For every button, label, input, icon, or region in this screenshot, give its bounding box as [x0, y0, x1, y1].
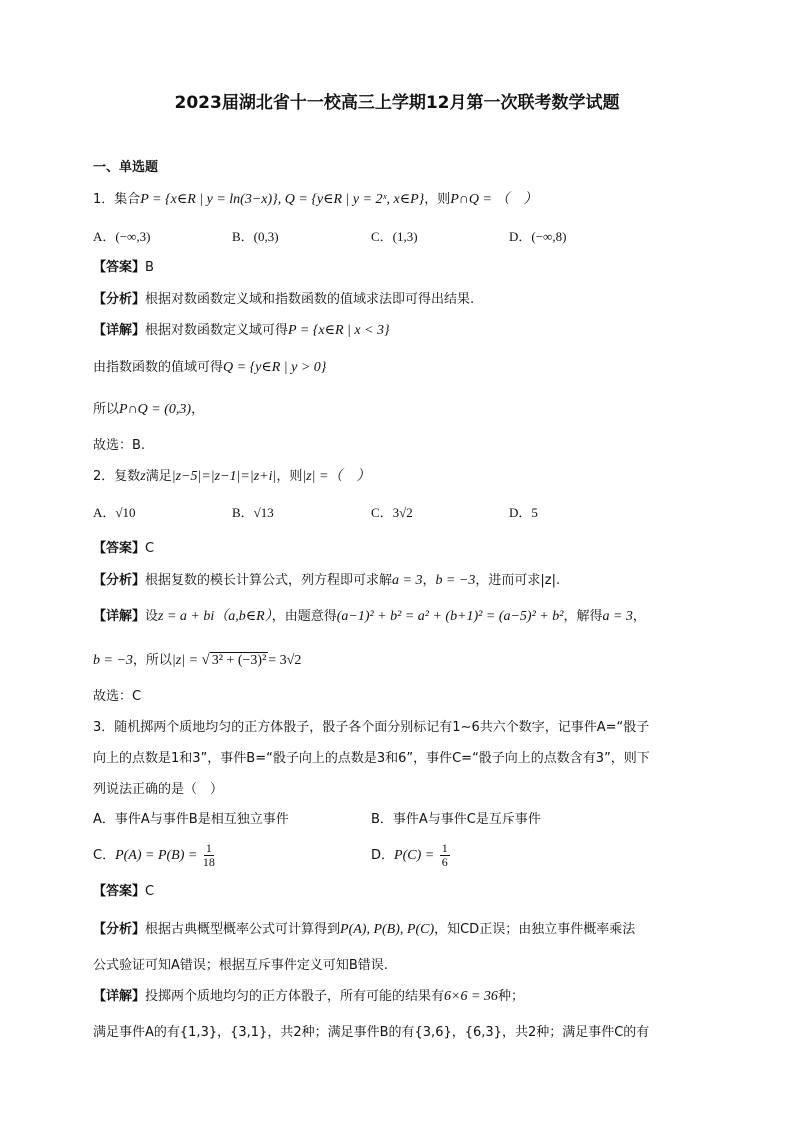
- q2-stem-z: z: [140, 469, 146, 484]
- q3-stem-line2: 向上的点数是1和3”，事件B=“骰子向上的点数是3和6”，事件C=“骰子向上的点数含有3”，则下: [93, 751, 650, 766]
- q2-stem-end: |z| =（ ）: [302, 469, 371, 484]
- q1-answer: [93, 258, 154, 278]
- detail-label: 【详解】: [93, 609, 146, 624]
- sqrt-icon: √: [201, 652, 210, 668]
- q1-option-c: C．(1,3): [371, 229, 418, 244]
- choose-label: 故选：: [93, 438, 133, 453]
- q3-optd-den: 6: [441, 855, 448, 869]
- q1-choose-value: B.: [132, 438, 146, 453]
- q1-detail-2: [93, 358, 326, 378]
- q2-detail-sqrt: 3² + (−3)²: [211, 653, 267, 668]
- q3-stem-line3: 列说法正确的是（ ）: [93, 782, 224, 797]
- q2-detail-math3: a = 3: [602, 609, 633, 624]
- q1-detail3-text: 所以: [93, 402, 120, 417]
- q1-detail3-math: P∩Q = (0,3): [119, 402, 192, 417]
- q2-choose: [93, 687, 141, 707]
- q2-detail-text3: ，解得: [563, 609, 603, 624]
- q3-analysis-1: [93, 920, 635, 940]
- q1-detail1-text: 根据对数函数定义域可得: [145, 323, 289, 338]
- q2-detail-math2: (a−1)² + b² = a² + (b+1)² = (a−5)² + b²: [336, 609, 564, 624]
- q1-detail3-end: ，: [191, 402, 205, 417]
- q2-detail-eq: = 3√2: [268, 653, 302, 668]
- q3-optc-math: P(A) = P(B) =: [115, 848, 201, 863]
- q1-detail-3: [93, 400, 204, 420]
- q3-optc-prefix: C．: [93, 848, 116, 863]
- detail-label: 【详解】: [93, 323, 146, 338]
- q2-detail-z: |z| =: [171, 653, 202, 668]
- q1-option-a: A．(−∞,3): [93, 229, 151, 244]
- q1-stem: [93, 190, 537, 210]
- q3-stem-line1: [93, 718, 649, 738]
- q3-option-b: B．事件A与事件C是互斥事件: [371, 812, 541, 827]
- q2-detail-2: [93, 650, 301, 671]
- q1-analysis-text: 根据对数函数定义域和指数函数的值域求法即可得出结果.: [145, 292, 475, 307]
- q2-analysis-end: ，进而可求|z|.: [475, 573, 561, 588]
- q3-optc-den: 18: [202, 855, 215, 869]
- q3-optd-prefix: D．: [371, 848, 395, 863]
- analysis-label: 【分析】: [93, 292, 146, 307]
- q2-detail-b: b = −3: [93, 653, 133, 668]
- q2-option-a: A．√10: [93, 505, 136, 520]
- q3-optd-num: 1: [441, 841, 448, 855]
- q3-option-d: [371, 842, 452, 869]
- q2-stem-prefix: 复数: [114, 469, 141, 484]
- q1-stem-end: P∩Q = （ ）: [450, 192, 538, 207]
- q1-stem-suffix: ，则: [424, 192, 451, 207]
- q1-stem-prefix: 集合: [114, 192, 141, 207]
- q2-number: 2．: [93, 469, 115, 484]
- q3-optc-num: 1: [205, 841, 212, 855]
- q2-detail-1: 【详解】设z = a + bi（a,b∈R），由题意得(a−1)² + b² = a² + (b+1)² = (a−5)² + b²，解得a = 3，: [93, 609, 646, 624]
- q3-analysis1-math: P(A), P(B), P(C): [340, 922, 435, 937]
- q2-stem-math: |z−5|=|z−1|=|z+i|: [171, 469, 277, 484]
- q1-choose: [93, 436, 145, 456]
- detail-label: 【详解】: [93, 989, 146, 1004]
- q2-choose-value: C: [132, 689, 142, 704]
- q1-detail1-math: P = {x∈R | x < 3}: [288, 323, 390, 338]
- q3-detail-2: 满足事件A的有{1,3}，{3,1}，共2种；满足事件B的有{3,6}，{6,3}，共2种；满足事件C的有: [93, 1025, 650, 1040]
- q2-analysis-text: 根据复数的模长计算公式，列方程即可求解: [145, 573, 393, 588]
- q1-answer-value: B: [145, 260, 154, 275]
- q2-detail-text2: ，由题意得: [271, 609, 337, 624]
- q1-number: 1．: [93, 192, 115, 207]
- q2-option-c: C．3√2: [371, 505, 413, 520]
- q2-analysis: 【分析】根据复数的模长计算公式，列方程即可求解a = 3，b = −3，进而可求|z|.: [93, 573, 561, 588]
- q3-answer: [93, 882, 154, 902]
- q1-option-b: B．(0,3): [232, 229, 279, 244]
- q3-number: 3．: [93, 720, 115, 735]
- q3-optd-fraction: [440, 842, 450, 869]
- q2-option-d: D．5: [509, 505, 538, 520]
- choose-label: 故选：: [93, 689, 133, 704]
- q1-set-p: P = {x∈R | y = ln(3−x)}, Q =: [140, 192, 312, 207]
- q1-detail2-text: 由指数函数的值域可得: [93, 360, 224, 375]
- q3-detail-1: [93, 987, 524, 1007]
- section-heading: 一、单选题: [93, 160, 159, 175]
- q1-analysis: [93, 290, 474, 310]
- q3-optd-math: P(C) =: [394, 848, 438, 863]
- q1-detail2-math: Q = {y∈R | y > 0}: [223, 360, 327, 375]
- answer-label: 【答案】: [93, 884, 146, 899]
- q3-answer-value: C: [145, 884, 155, 899]
- q3-option-c: [93, 842, 217, 869]
- q2-answer-value: C: [145, 541, 155, 556]
- q2-analysis-a: a = 3: [392, 573, 423, 588]
- q2-detail-text1: 设: [145, 609, 159, 624]
- q2-detail-math1: z = a + bi: [158, 609, 215, 624]
- answer-label: 【答案】: [93, 541, 146, 556]
- q3-analysis1-text: 根据古典概型概率公式可计算得到: [145, 922, 341, 937]
- analysis-label: 【分析】: [93, 922, 146, 937]
- q2-detail-paren: （a,b∈R）: [214, 609, 272, 624]
- analysis-label: 【分析】: [93, 573, 146, 588]
- q2-option-b: B．√13: [232, 505, 274, 520]
- q3-line1: 随机掷两个质地均匀的正方体骰子，骰子各个面分别标记有1∼6共六个数字，记事件A=“骰子: [114, 720, 650, 735]
- q2-stem-mid: 满足: [145, 469, 172, 484]
- q3-detail1-end: 种；: [497, 989, 524, 1004]
- q1-detail-1: [93, 321, 390, 341]
- q3-option-a: A．事件A与事件B是相互独立事件: [93, 812, 289, 827]
- q2-analysis-b: b = −3: [435, 573, 476, 588]
- page-title: 2023届湖北省十一校高三上学期12月第一次联考数学试题: [174, 93, 620, 113]
- q3-analysis-2: 公式验证可知A错误；根据互斥事件定义可知B错误.: [93, 958, 388, 973]
- q3-detail1-text: 投掷两个质地均匀的正方体骰子，所有可能的结果有: [145, 989, 445, 1004]
- q2-detail-line2-text: ，所以: [132, 653, 172, 668]
- q1-option-d: D．(−∞,8): [509, 229, 567, 244]
- q3-analysis1-end: ，知CD正误；由独立事件概率乘法: [434, 922, 636, 937]
- q2-answer: [93, 539, 154, 559]
- q3-detail1-math: 6×6 = 36: [444, 989, 498, 1004]
- q3-optc-fraction: [203, 842, 215, 869]
- q2-stem: [93, 467, 370, 487]
- q1-set-q: {y∈R | y = 2ˣ, x∈P}: [311, 192, 425, 207]
- answer-label: 【答案】: [93, 260, 146, 275]
- q2-stem-suffix: ，则: [276, 469, 303, 484]
